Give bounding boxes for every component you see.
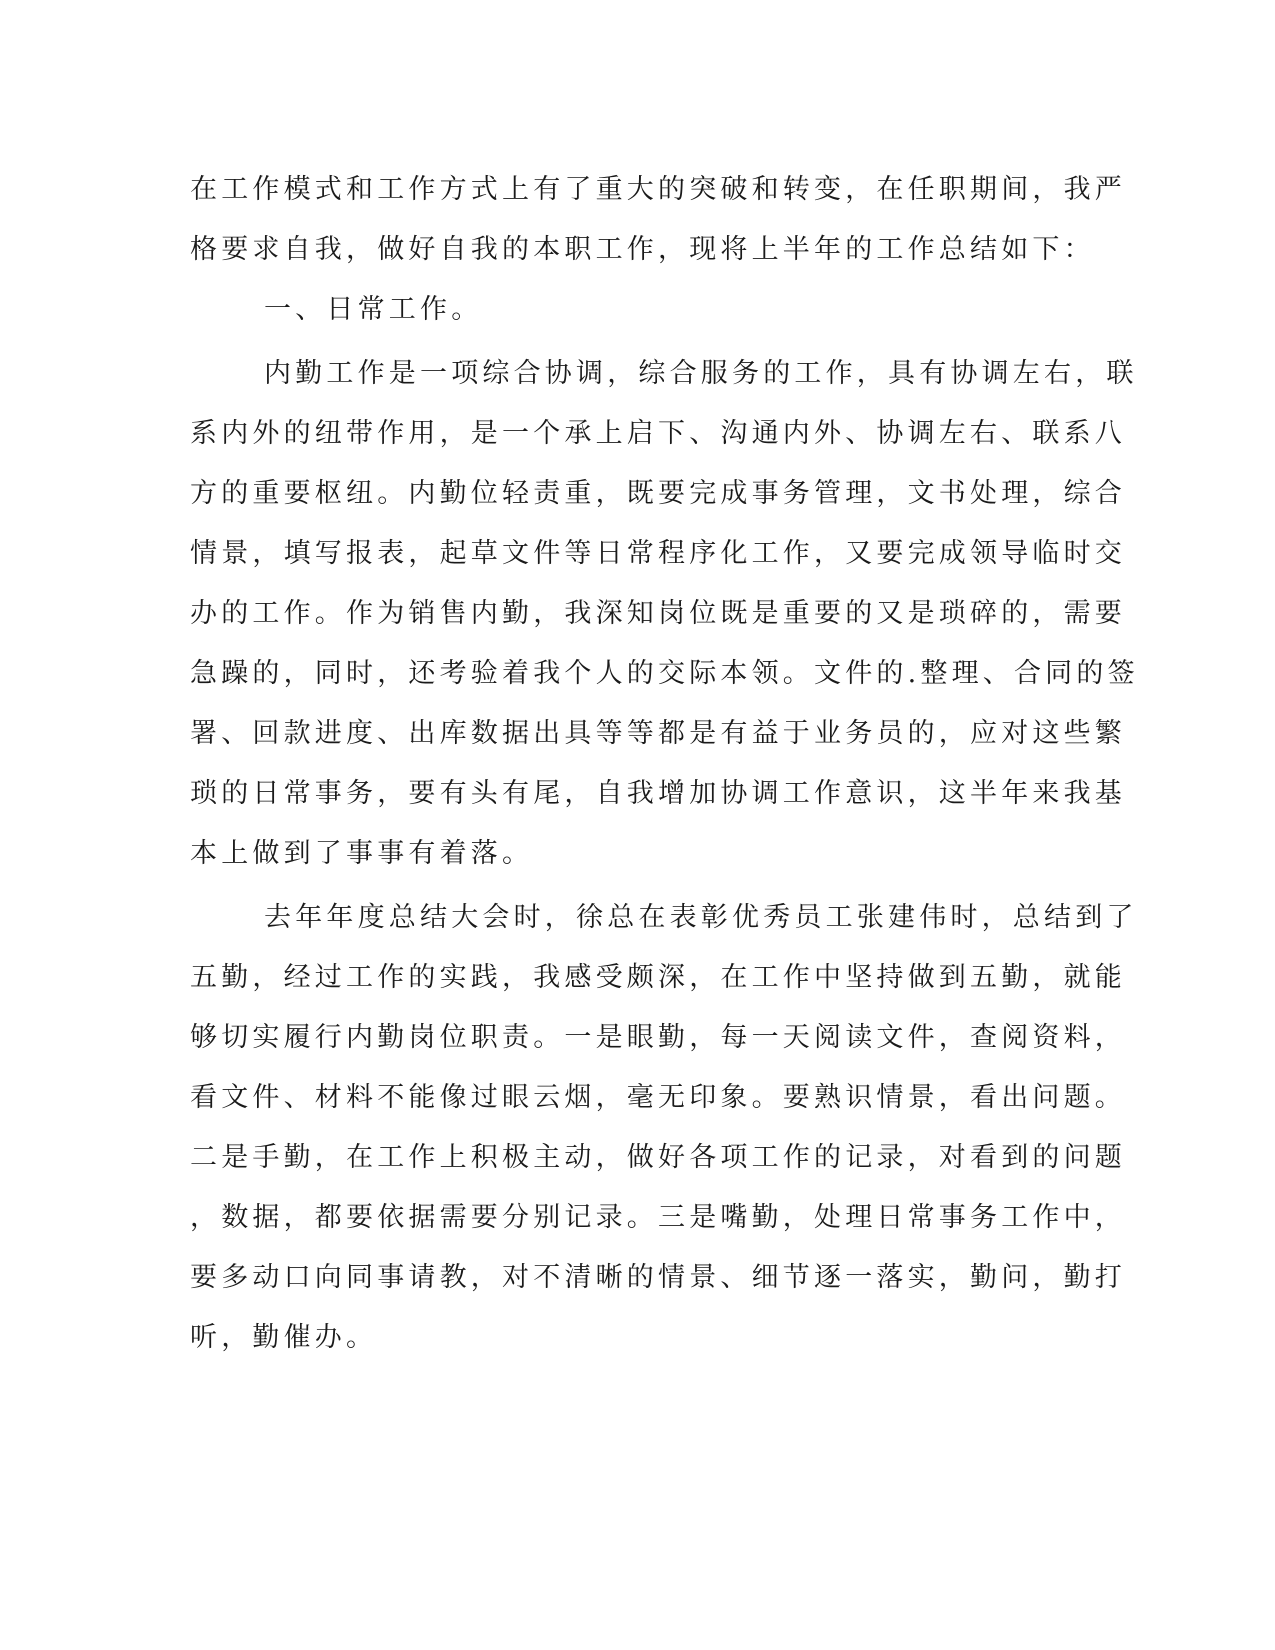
- text-line: 情景，填写报表，起草文件等日常程序化工作，又要完成领导临时交: [190, 538, 1126, 569]
- text-line: 要多动口向同事请教，对不清晰的情景、细节逐一落实，勤问，勤打: [190, 1262, 1126, 1293]
- paragraph-2: [190, 888, 1138, 1368]
- text-line: 琐的日常事务，要有头有尾，自我增加协调工作意识，这半年来我基: [190, 778, 1126, 809]
- text-line: 系内外的纽带作用，是一个承上启下、沟通内外、协调左右、联系八: [190, 418, 1126, 449]
- text-line: 二是手勤，在工作上积极主动，做好各项工作的记录，对看到的问题: [190, 1142, 1126, 1173]
- text-line: 内勤工作是一项综合协调，综合服务的工作，具有协调左右，联: [264, 358, 1138, 389]
- text-line: 看文件、材料不能像过眼云烟，毫无印象。要熟识情景，看出问题。: [190, 1082, 1126, 1113]
- text-line: 听，勤催办。: [190, 1322, 378, 1353]
- text-line: 方的重要枢纽。内勤位轻责重，既要完成事务管理，文书处理，综合: [190, 478, 1126, 509]
- intro-paragraph: [190, 160, 1126, 280]
- section-heading: 一、日常工作。: [264, 294, 483, 325]
- text-line: 急躁的，同时，还考验着我个人的交际本领。文件的.整理、合同的签: [190, 658, 1139, 689]
- text-line: 格要求自我，做好自我的本职工作，现将上半年的工作总结如下：: [190, 234, 1095, 265]
- paragraph-1: [190, 344, 1139, 884]
- text-line: 去年年度总结大会时，徐总在表彰优秀员工张建伟时，总结到了: [264, 902, 1138, 933]
- text-line: 署、回款进度、出库数据出具等等都是有益于业务员的，应对这些繁: [190, 718, 1126, 749]
- text-line: ，数据，都要依据需要分别记录。三是嘴勤，处理日常事务工作中，: [190, 1202, 1126, 1233]
- text-line: 够切实履行内勤岗位职责。一是眼勤，每一天阅读文件，查阅资料，: [190, 1022, 1126, 1053]
- text-line: 在工作模式和工作方式上有了重大的突破和转变，在任职期间，我严: [190, 174, 1126, 205]
- text-line: 五勤，经过工作的实践，我感受颇深，在工作中坚持做到五勤，就能: [190, 962, 1126, 993]
- text-line: 办的工作。作为销售内勤，我深知岗位既是重要的又是琐碎的，需要: [190, 598, 1126, 629]
- text-line: 本上做到了事事有着落。: [190, 838, 534, 869]
- document-body: [190, 160, 1139, 1368]
